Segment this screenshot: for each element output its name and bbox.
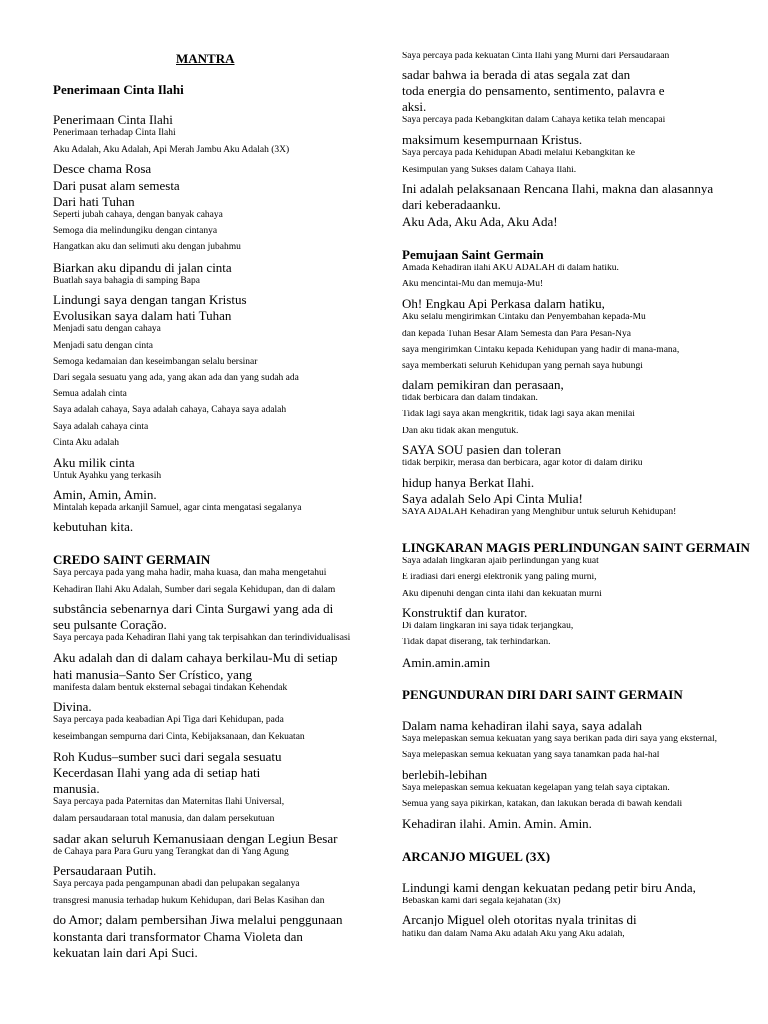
right-text-line-41: Saya melepaskan semua kekuatan kegelapan yang telah saya ciptakan. bbox=[402, 784, 670, 793]
right-text-line-20: tidak berbicara dan dalam tindakan. bbox=[402, 394, 538, 403]
right-text-line-39: Saya melepaskan semua kekuatan yang saya tanamkan pada hal-hal bbox=[402, 751, 660, 760]
left-text-line-46: de Cahaya para Para Guru yang Terangkat dan di Yang Agung bbox=[53, 847, 289, 857]
left-text-line-29: Saya percaya pada yang maha hadir, maha kuasa, dan maha mengetahui bbox=[53, 568, 327, 578]
left-text-line-43: Saya percaya pada Paternitas dan Maternitas Ilahi Universal, bbox=[53, 797, 285, 807]
left-text-line-11: Biarkan aku dipandu di jalan cinta bbox=[53, 260, 232, 275]
left-text-line-42: manusia. bbox=[53, 781, 100, 796]
left-text-line-30: Kehadiran Ilahi Aku Adalah, Sumber dari segala Kehidupan, dan di dalam bbox=[53, 585, 336, 595]
left-text-line-49: transgresi manusia terhadap hukum Kehidupan, dari Belas Kasihan dan bbox=[53, 896, 325, 906]
left-text-line-14: Evolusikan saya dalam hati Tuhan bbox=[53, 308, 232, 323]
left-text-line-6: Dari pusat alam semesta bbox=[53, 178, 180, 193]
left-text-line-9: Semoga dia melindungiku dengan cintanya bbox=[53, 226, 218, 236]
left-text-line-24: Untuk Ayahku yang terkasih bbox=[53, 471, 162, 481]
right-text-line-47: Arcanjo Miguel oleh otoritas nyala trinitas di bbox=[402, 913, 637, 926]
right-text-line-33: Di dalam lingkaran ini saya tidak terjangkau, bbox=[402, 622, 574, 631]
right-text-line-2: toda energia do pensamento, sentimento, palavra e bbox=[402, 84, 665, 97]
left-text-line-8: Seperti jubah cahaya, dengan banyak cahaya bbox=[53, 210, 223, 220]
left-text-line-4: Aku Adalah, Aku Adalah, Api Merah Jambu Aku Adalah (3X) bbox=[53, 145, 290, 155]
right-text-line-15: Aku selalu mengirimkan Cintaku dan Penyembahan kepada-Mu bbox=[402, 313, 646, 322]
right-text-line-17: saya mengirimkan Cintaku kepada Kehidupan yang hadir di mana-mana, bbox=[402, 346, 680, 355]
right-text-line-27: SAYA ADALAH Kehadiran yang Menghibur untuk seluruh Kehidupan! bbox=[402, 508, 677, 517]
right-text-line-32: Konstruktif dan kurator. bbox=[402, 606, 528, 619]
left-text-line-12: Buatlah saya bahagia di samping Bapa bbox=[53, 276, 200, 286]
right-text-line-16: dan kepada Tuhan Besar Alam Semesta dan Para Pesan-Nya bbox=[402, 330, 632, 339]
left-text-line-36: manifesta dalam bentuk eksternal sebagai tindakan Kehendak bbox=[53, 683, 288, 693]
left-text-line-50: do Amor; dalam pembersihan Jiwa melalui penggunaan bbox=[53, 912, 343, 927]
right-text-line-9: dari keberadaanku. bbox=[402, 198, 501, 211]
right-text-line-25: hidup hanya Berkat Ilahi. bbox=[402, 476, 535, 489]
left-text-line-31: substância sebenarnya dari Cinta Surgawi yang ada di bbox=[53, 601, 334, 616]
left-text-line-2: Penerimaan Cinta Ilahi bbox=[53, 112, 173, 127]
left-heading-1: Penerimaan Cinta Ilahi bbox=[53, 82, 184, 97]
right-heading-28: LINGKARAN MAGIS PERLINDUNGAN SAINT GERMAIN bbox=[402, 541, 750, 554]
left-text-line-18: Dari segala sesuatu yang ada, yang akan ada dan yang sudah ada bbox=[53, 373, 299, 383]
left-text-line-20: Saya adalah cahaya, Saya adalah cahaya, Cahaya saya adalah bbox=[53, 405, 287, 415]
right-text-line-14: Oh! Engkau Api Perkasa dalam hatiku, bbox=[402, 297, 605, 310]
left-text-line-7: Dari hati Tuhan bbox=[53, 194, 135, 209]
left-text-line-34: Aku adalah dan di dalam cahaya berkilau-Mu di setiap bbox=[53, 650, 338, 665]
right-text-line-29: Saya adalah lingkaran ajaib perlindungan yang kuat bbox=[402, 557, 599, 566]
right-text-line-3: aksi. bbox=[402, 100, 427, 113]
left-text-line-37: Divina. bbox=[53, 699, 92, 714]
left-text-line-26: Mintalah kepada arkanjil Samuel, agar cinta mengatasi segalanya bbox=[53, 503, 302, 513]
left-heading-28: CREDO SAINT GERMAIN bbox=[53, 552, 211, 567]
right-text-line-7: Kesimpulan yang Sukses dalam Cahaya Ilahi. bbox=[402, 166, 577, 175]
right-text-line-42: Semua yang saya pikirkan, katakan, dan lakukan berada di bawah kendali bbox=[402, 800, 683, 809]
left-text-line-25: Amin, Amin, Amin. bbox=[53, 487, 157, 502]
left-text-line-47: Persaudaraan Putih. bbox=[53, 863, 157, 878]
left-text-line-35: hati manusia–Santo Ser Crístico, yang bbox=[53, 667, 252, 682]
left-text-line-10: Hangatkan aku dan selimuti aku dengan jubahmu bbox=[53, 242, 241, 252]
right-text-line-18: saya memberkati seluruh Kehidupan yang pernah saya hubungi bbox=[402, 362, 643, 371]
right-text-line-0: Saya percaya pada kekuatan Cinta Ilahi yang Murni dari Persaudaraan bbox=[402, 52, 670, 61]
right-text-line-45: Lindungi kami dengan kekuatan pedang petir biru Anda, bbox=[402, 881, 696, 894]
left-text-line-44: dalam persaudaraan total manusia, dan dalam persekutuan bbox=[53, 814, 275, 824]
right-text-line-30: E iradiasi dari energi elektronik yang paling murni, bbox=[402, 573, 597, 582]
right-text-line-5: maksimum kesempurnaan Kristus. bbox=[402, 133, 583, 146]
right-text-line-21: Tidak lagi saya akan mengkritik, tidak lagi saya akan menilai bbox=[402, 410, 635, 419]
left-text-line-22: Cinta Aku adalah bbox=[53, 438, 119, 448]
left-text-line-52: kekuatan lain dari Api Suci. bbox=[53, 945, 198, 960]
left-text-line-40: Roh Kudus–sumber suci dari segala sesuatu bbox=[53, 749, 282, 764]
right-text-line-13: Aku mencintai-Mu dan memuja-Mu! bbox=[402, 280, 544, 289]
right-text-line-6: Saya percaya pada Kehidupan Abadi melalui Kebangkitan ke bbox=[402, 149, 635, 158]
right-text-line-35: Amin.amin.amin bbox=[402, 656, 491, 669]
left-text-line-21: Saya adalah cahaya cinta bbox=[53, 422, 149, 432]
left-text-line-48: Saya percaya pada pengampunan abadi dan pelupakan segalanya bbox=[53, 879, 300, 889]
right-text-line-48: hatiku dan dalam Nama Aku adalah Aku yang Aku adalah, bbox=[402, 930, 625, 939]
right-text-line-43: Kehadiran ilahi. Amin. Amin. Amin. bbox=[402, 817, 592, 830]
right-text-line-46: Bebaskan kami dari segala kejahatan (3x) bbox=[402, 897, 561, 906]
left-text-line-27: kebutuhan kita. bbox=[53, 519, 134, 534]
right-text-line-1: sadar bahwa ia berada di atas segala zat dan bbox=[402, 68, 631, 81]
left-text-line-51: konstanta dari transformator Chama Violeta dan bbox=[53, 929, 303, 944]
right-text-line-4: Saya percaya pada Kebangkitan dalam Cahaya ketika telah mencapai bbox=[402, 116, 666, 125]
right-heading-36: PENGUNDURAN DIRI DARI SAINT GERMAIN bbox=[402, 688, 683, 701]
right-text-line-38: Saya melepaskan semua kekuatan yang saya berikan pada diri saya yang eksternal, bbox=[402, 735, 717, 744]
right-text-line-26: Saya adalah Selo Api Cinta Mulia! bbox=[402, 492, 583, 505]
left-text-line-15: Menjadi satu dengan cahaya bbox=[53, 324, 161, 334]
right-text-line-8: Ini adalah pelaksanaan Rencana Ilahi, makna dan alasannya bbox=[402, 182, 714, 195]
left-text-line-23: Aku milik cinta bbox=[53, 455, 135, 470]
left-text-line-5: Desce chama Rosa bbox=[53, 161, 152, 176]
left-text-line-45: sadar akan seluruh Kemanusiaan dengan Legiun Besar bbox=[53, 831, 338, 846]
right-text-line-10: Aku Ada, Aku Ada, Aku Ada! bbox=[402, 215, 558, 228]
right-text-line-40: berlebih-lebihan bbox=[402, 768, 488, 781]
right-text-line-23: SAYA SOU pasien dan toleran bbox=[402, 443, 562, 456]
right-text-line-19: dalam pemikiran dan perasaan, bbox=[402, 378, 564, 391]
left-text-line-38: Saya percaya pada keabadian Api Tiga dari Kehidupan, pada bbox=[53, 715, 284, 725]
right-text-line-37: Dalam nama kehadiran ilahi saya, saya adalah bbox=[402, 719, 643, 732]
left-text-line-17: Semoga kedamaian dan keseimbangan selalu bersinar bbox=[53, 357, 258, 367]
left-text-line-13: Lindungi saya dengan tangan Kristus bbox=[53, 292, 247, 307]
right-text-line-12: Amada Kehadiran ilahi AKU ADALAH di dalam hatiku. bbox=[402, 264, 619, 273]
left-heading-0: MANTRA bbox=[176, 51, 235, 66]
left-text-line-39: keseimbangan sempurna dari Cinta, Kebijaksanaan, dan Kekuatan bbox=[53, 732, 305, 742]
right-text-line-34: Tidak dapat diserang, tak terhindarkan. bbox=[402, 638, 551, 647]
right-heading-44: ARCANJO MIGUEL (3X) bbox=[402, 850, 551, 863]
left-text-line-32: seu pulsante Coração. bbox=[53, 617, 167, 632]
left-text-line-16: Menjadi satu dengan cinta bbox=[53, 341, 153, 351]
left-text-line-19: Semua adalah cinta bbox=[53, 389, 127, 399]
right-heading-11: Pemujaan Saint Germain bbox=[402, 248, 544, 261]
right-text-line-22: Dan aku tidak akan mengutuk. bbox=[402, 427, 519, 436]
right-text-line-31: Aku dipenuhi dengan cinta ilahi dan kekuatan murni bbox=[402, 590, 602, 599]
left-text-line-41: Kecerdasan Ilahi yang ada di setiap hati bbox=[53, 765, 261, 780]
left-text-line-3: Penerimaan terhadap Cinta Ilahi bbox=[53, 128, 176, 138]
right-text-line-24: tidak berpikir, merasa dan berbicara, agar kotor di dalam diriku bbox=[402, 459, 643, 468]
left-text-line-33: Saya percaya pada Kehadiran Ilahi yang tak terpisahkan dan terindividualisasi bbox=[53, 633, 351, 643]
